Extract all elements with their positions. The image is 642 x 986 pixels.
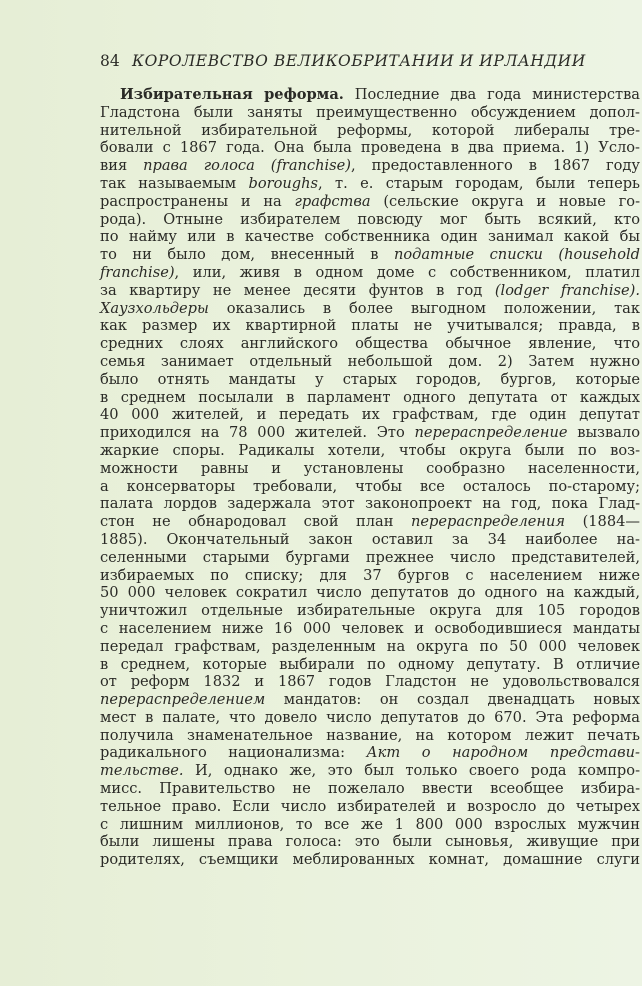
text-run: с лишним миллионов, то все же 1 800 000 взрослых мужчин	[100, 815, 640, 833]
text-line	[100, 478, 640, 496]
text-run: семья занимает отдельный небольшой дом. 2) Затем нужно	[100, 352, 640, 370]
text-line	[100, 495, 640, 513]
text-line	[100, 282, 640, 300]
text-line	[100, 442, 640, 460]
text-run: можности равны и установлены сообразно населенности,	[100, 459, 640, 477]
text-line	[100, 638, 640, 656]
text-run: 1885). Окончательный закон оставил за 34 наиболее на-	[100, 530, 640, 548]
text-run: (сельские округа и новые го-	[370, 192, 641, 210]
emphasis-text: податные списки (household	[394, 246, 640, 264]
text-line	[100, 744, 640, 762]
text-run: (1884—	[565, 513, 640, 531]
text-run: в среднем, которые выбирали по одному депутату. В отличие	[100, 655, 640, 673]
text-run: И, однако же, это был только своего рода компро-	[183, 762, 640, 780]
text-run: как размер их квартирной платы не учитывался; правда, в	[100, 317, 640, 335]
text-run: по найму или в качестве собственника один занимал какой бы	[100, 228, 640, 246]
text-run: тельное право. Если число избирателей и возросло до четырех	[100, 797, 640, 815]
text-run: распространены и на	[100, 192, 295, 210]
text-line	[100, 780, 640, 798]
emphasis-text: Акт о народном представи-	[366, 744, 640, 762]
text-line	[100, 549, 640, 567]
text-line	[100, 122, 640, 140]
emphasis-text: графства	[294, 192, 371, 210]
text-run: получила знаменательное название, на котором лежит печать	[100, 726, 640, 744]
text-line	[100, 816, 640, 834]
text-run: мисс. Правительство не пожелало ввести всеобщее избира-	[100, 780, 640, 798]
text-line	[100, 371, 640, 389]
text-line	[100, 424, 640, 442]
text-run: палата лордов задержала этот законопроект на год, пока Глад-	[100, 495, 640, 513]
emphasis-text: перераспределения	[410, 513, 566, 531]
text-line	[100, 211, 640, 229]
text-run: , т. е. старым городам, были теперь	[318, 174, 641, 192]
text-run: , или, живя в одном доме с собственником, платил	[174, 263, 640, 281]
text-run: вызвало	[567, 424, 640, 442]
text-run: с населением ниже 16 000 человек и освободившиеся мандаты	[100, 619, 640, 637]
text-run: то ни было дом, внесенный в	[100, 246, 394, 264]
emphasis-text: franchise)	[100, 263, 175, 281]
section-heading: Избирательная реформа.	[120, 86, 344, 103]
text-run: за квартиру не менее десяти фунтов в год	[100, 281, 495, 299]
text-line	[100, 673, 640, 691]
text-line	[100, 193, 640, 211]
emphasis-text: Хаузхольдеры	[100, 299, 209, 317]
text-line	[100, 727, 640, 745]
body-text	[100, 86, 640, 869]
text-run: оказались в более выгодном положении, так	[208, 299, 640, 317]
text-run: были лишены права голоса: это были сыновья, живущие при	[100, 833, 640, 851]
text-run: стон не обнародовал свой план	[100, 513, 411, 531]
text-run: так называемым	[100, 174, 249, 192]
text-line	[100, 264, 640, 282]
text-run: родителях, съемщики меблированных комнат, домашние слуги	[100, 851, 640, 869]
text-line	[100, 317, 640, 335]
text-line	[100, 246, 640, 264]
emphasis-text: перераспределением	[100, 691, 266, 709]
text-line	[100, 300, 640, 318]
text-line	[100, 86, 640, 104]
text-run: рода). Отныне избирателем повсюду мог быть всякий, кто	[100, 210, 640, 228]
emphasis-text: перераспределение	[414, 424, 568, 442]
text-run: приходился на 78 000 жителей. Это	[100, 424, 415, 442]
text-line	[100, 335, 640, 353]
running-title: КОРОЛЕВСТВО ВЕЛИКОБРИТАНИИ И ИРЛАНДИИ	[132, 52, 586, 70]
text-line	[100, 584, 640, 602]
text-line	[100, 531, 640, 549]
text-line	[100, 104, 640, 122]
text-line	[100, 709, 640, 727]
text-line	[100, 460, 640, 478]
text-run: а консерваторы требовали, чтобы все осталось по-старому;	[100, 477, 640, 495]
text-run: от реформ 1832 и 1867 годов Гладстон не удовольствовался	[100, 673, 640, 691]
emphasis-text: права голоса (franchise)	[143, 157, 351, 175]
text-line	[100, 175, 640, 193]
emphasis-text: boroughs	[248, 174, 319, 192]
text-line	[100, 228, 640, 246]
text-line	[100, 798, 640, 816]
text-run: жаркие споры. Радикалы хотели, чтобы округа были по воз-	[100, 441, 640, 459]
text-line	[100, 353, 640, 371]
text-line	[100, 691, 640, 709]
text-line	[100, 513, 640, 531]
page-header	[100, 52, 640, 72]
text-run: вия	[100, 157, 144, 175]
text-line	[100, 139, 640, 157]
text-run: радикального национализма:	[100, 744, 367, 762]
text-run: бовали с 1867 года. Она была проведена в два приема. 1) Усло-	[100, 139, 640, 157]
text-line	[100, 389, 640, 407]
text-line	[100, 762, 640, 780]
text-run: нительной избирательной реформы, которой либералы тре-	[100, 121, 640, 139]
text-run: селенными старыми бургами прежнее число представителей,	[100, 548, 640, 566]
text-line	[100, 602, 640, 620]
text-line	[100, 620, 640, 638]
text-line	[100, 406, 640, 424]
text-run: мандатов: он создал двенадцать новых	[265, 691, 640, 709]
text-line	[100, 567, 640, 585]
text-run: в среднем посылали в парламент одного депутата от каждых	[100, 388, 640, 406]
text-run: уничтожил отдельные избирательные округа для 105 городов	[100, 602, 640, 620]
text-run: избираемых по списку; для 37 бургов с населением ниже	[100, 566, 640, 584]
text-run: мест в палате, что довело число депутатов до 670. Эта реформа	[100, 708, 640, 726]
text-run: было отнять мандаты у старых городов, бургов, которые	[100, 370, 640, 388]
emphasis-text: тельстве.	[100, 762, 184, 780]
text-run: Гладстона были заняты преимущественно обсуждением допол-	[100, 103, 640, 121]
text-run: 40 000 жителей, и передать их графствам, где один депутат	[100, 406, 640, 424]
text-run: передал графствам, разделенным на округа по 50 000 человек	[100, 637, 640, 655]
text-line	[100, 656, 640, 674]
text-line	[100, 833, 640, 851]
text-run: средних слоях английского общества обычное явление, что	[100, 335, 640, 353]
text-run: 50 000 человек сократил число депутатов до одного на каждый,	[100, 584, 640, 602]
emphasis-text: (lodger franchise).	[494, 281, 641, 299]
text-run: Последние два года министерства	[343, 86, 640, 103]
text-line	[100, 157, 640, 175]
text-run: , предоставленного в 1867 году	[350, 157, 640, 175]
page-number: 84	[100, 52, 120, 70]
text-line	[100, 851, 640, 869]
